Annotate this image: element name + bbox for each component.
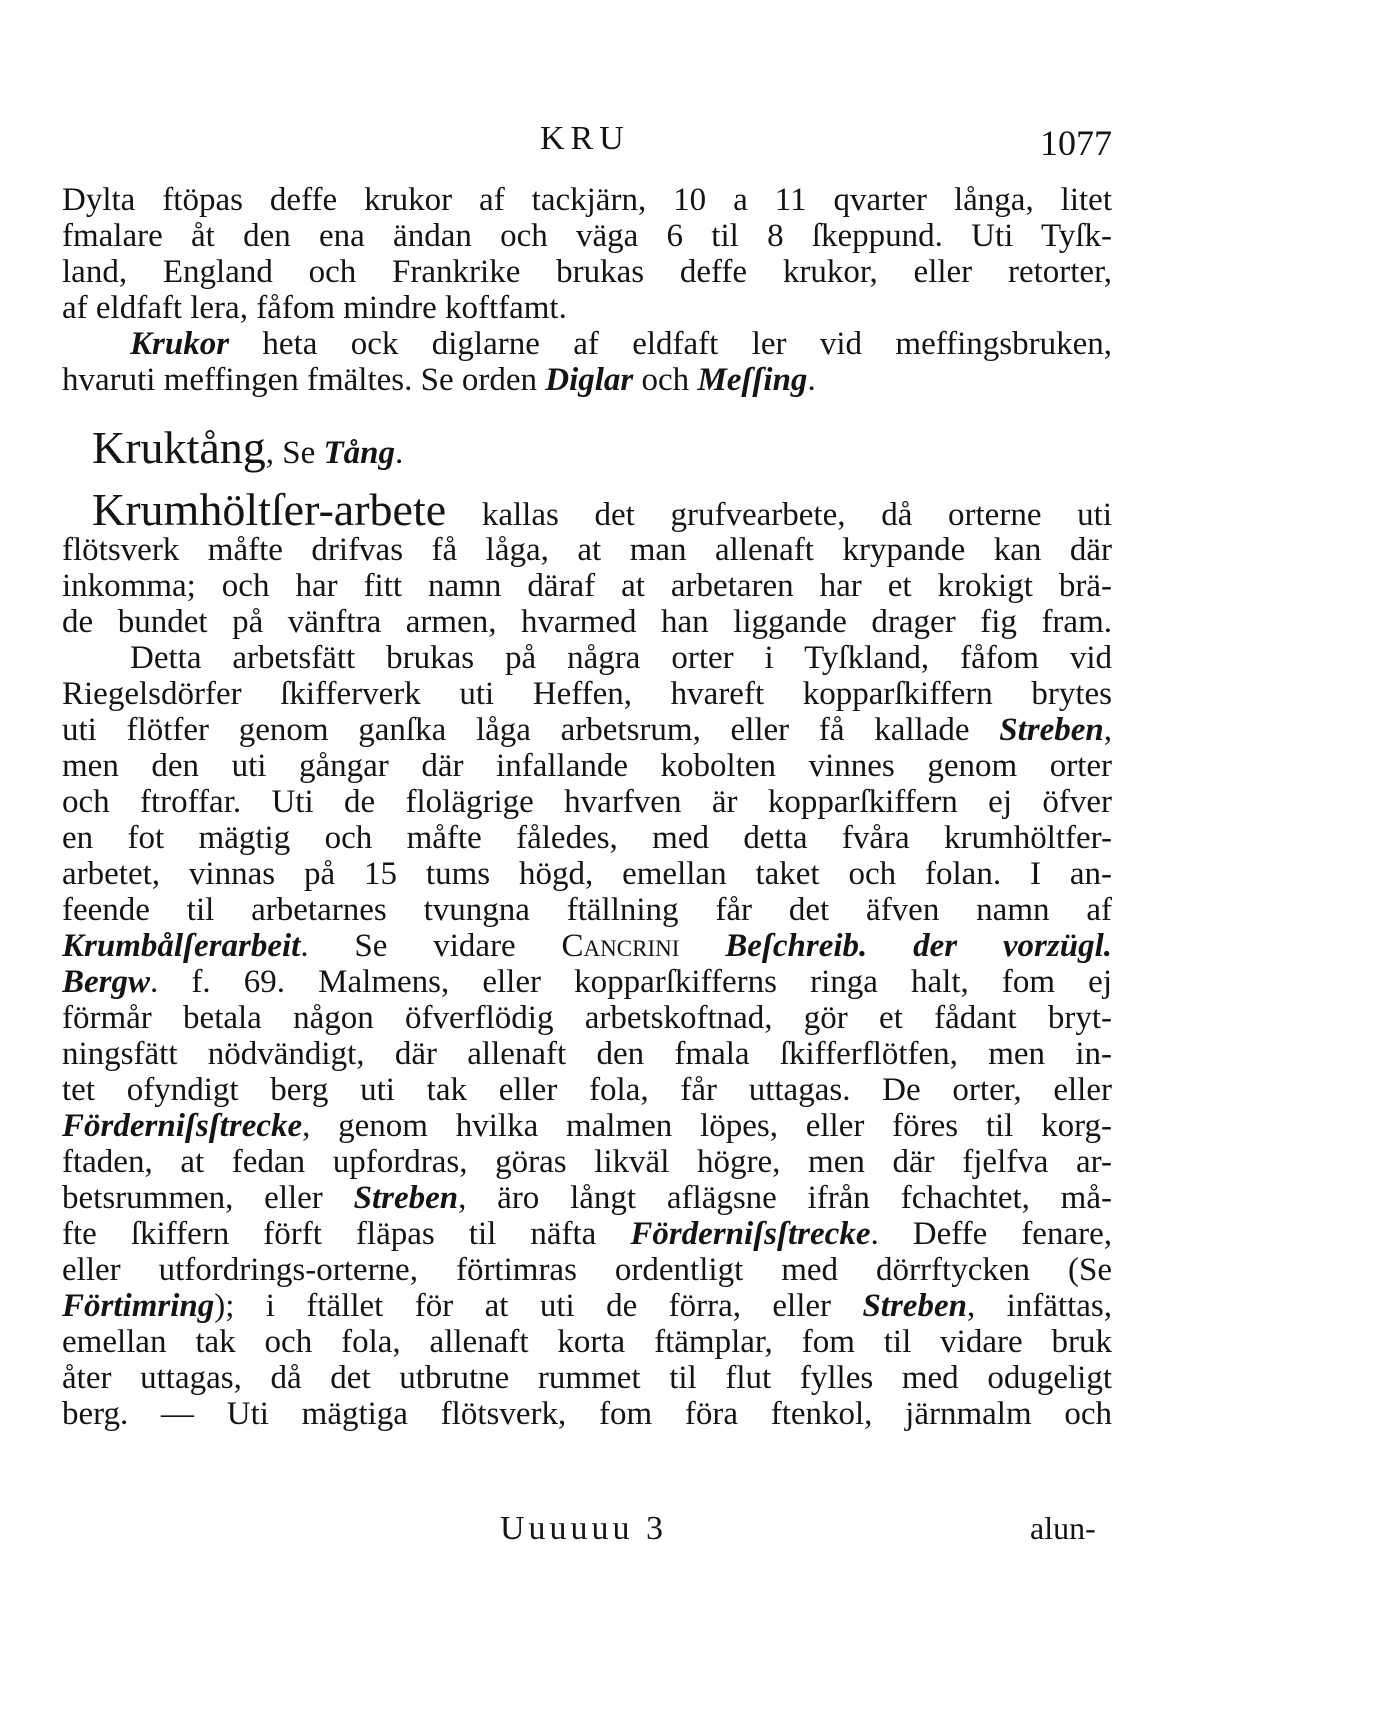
text-line: Detta arbetsfätt brukas på några orter i Tyſkland, fåfom vid — [130, 640, 1112, 676]
text-line: emellan tak och fola, allenaft korta ftämplar, fom til vidare bruk — [62, 1324, 1112, 1360]
text-line: Dylta ftöpas deffe krukor af tackjärn, 10 a 11 qvarter långa, litet — [62, 182, 1112, 218]
text-line: eller utfordrings-orterne, förtimras ordentligt med dörrftycken (Se — [62, 1252, 1112, 1288]
headword-line: Krumhöltſer-arbete kallas det grufvearbete, då orterne uti — [92, 484, 1112, 535]
text-line: Förtimring); i ftället för at uti de förra, eller Streben, infättas, — [62, 1288, 1112, 1324]
headword: Kruktång — [92, 422, 266, 473]
text-line: en fot mägtig och måfte fåledes, med detta fvåra krumhöltfer- — [62, 820, 1112, 856]
headword: Krumhöltſer-arbete — [92, 484, 447, 535]
italic-term: Bergw — [62, 964, 151, 1000]
italic-term: Meſſing — [697, 362, 808, 398]
author-name: Cancrini — [561, 928, 680, 964]
text-line: berg. — Uti mägtiga flötsverk, fom föra ftenkol, järnmalm och — [62, 1396, 1112, 1432]
text-line: fmalare åt den ena ändan och väga 6 til 8 ſkeppund. Uti Tyſk- — [62, 218, 1112, 254]
text-line: Riegelsdörfer ſkifferverk uti Heffen, hvareft kopparſkiffern brytes — [62, 676, 1112, 712]
text-line: af eldfaft lera, fåfom mindre koftfamt. — [62, 290, 567, 326]
italic-term: Streben — [999, 712, 1104, 748]
italic-term: Tång — [323, 435, 396, 471]
text-line: förmår betala någon öfverflödig arbetskoftnad, gör et fådant bryt- — [62, 1000, 1112, 1036]
text-line: Bergw. f. 69. Malmens, eller kopparſkifferns ringa halt, fom ej — [62, 964, 1112, 1000]
text-line: tet ofyndigt berg uti tak eller fola, får uttagas. De orter, eller — [62, 1072, 1112, 1108]
signature-mark: Uuuuuu 3 — [500, 1510, 668, 1547]
italic-term: Streben — [862, 1288, 967, 1324]
italic-term: Krukor — [130, 326, 230, 362]
text-line — [62, 1466, 1112, 1506]
running-head: KRU — [540, 120, 630, 157]
page-header — [0, 120, 1400, 170]
text-line: Förderniſsſtrecke, genom hvilka malmen löpes, eller föres til korg- — [62, 1108, 1112, 1144]
italic-term: Krumbålſerarbeit — [62, 928, 301, 964]
text-line: flötsverk måfte drifvas få låga, at man allenaft krypande kan där — [62, 532, 1112, 568]
text-line: de bundet på vänftra armen, hvarmed han liggande drager fig fram. — [62, 604, 1112, 640]
text-line: ningsfätt nödvändigt, där allenaft den fmala ſkifferflötfen, men in- — [62, 1036, 1112, 1072]
text-line: Krukor heta ock diglarne af eldfaft ler vid meffingsbruken, — [130, 326, 1112, 362]
italic-term: Diglar — [545, 362, 634, 398]
italic-term: Streben — [353, 1180, 459, 1216]
text-line: arbetet, vinnas på 15 tums högd, emellan taket och folan. I an- — [62, 856, 1112, 892]
headword-line: Kruktång, Se Tång. — [92, 422, 404, 473]
page-footer — [0, 1510, 1400, 1554]
italic-term: Förtimring — [62, 1288, 215, 1324]
text-line — [62, 1430, 1112, 1470]
catchword: alun- — [1030, 1510, 1096, 1546]
text-line: hvaruti meffingen fmältes. Se orden Diglar och Meſſing. — [62, 362, 816, 398]
text-line: feende til arbetarnes tvungna ftällning får det äfven namn af — [62, 892, 1112, 928]
text-line: åter uttagas, då det utbrutne rummet til flut fylles med odugeligt — [62, 1360, 1112, 1396]
text-line: men den uti gångar där infallande kobolten vinnes genom orter — [62, 748, 1112, 784]
italic-term: Förderniſsſtrecke — [630, 1216, 871, 1252]
text-line: land, England och Frankrike brukas deffe krukor, eller retorter, — [62, 254, 1112, 290]
text-line: Krumbålſerarbeit. Se vidare Cancrini Beſchreib. der vorzügl. — [62, 928, 1112, 964]
text-line: inkomma; och har fitt namn däraf at arbetaren har et krokigt brä- — [62, 568, 1112, 604]
italic-term: Beſchreib. der vorzügl. — [725, 928, 1112, 964]
text-line: ftaden, at fedan upfordras, göras likväl högre, men där fjelfva ar- — [62, 1144, 1112, 1180]
text-line: betsrummen, eller Streben, äro långt aflägsne ifrån fchachtet, må- — [62, 1180, 1112, 1216]
text-line: fte ſkiffern förft fläpas til näfta Förderniſsſtrecke. Deffe fenare, — [62, 1216, 1112, 1252]
text-line: och ftroffar. Uti de flolägrige hvarfven är kopparſkiffern ej öfver — [62, 784, 1112, 820]
page-number: 1077 — [1040, 123, 1112, 163]
text-line: uti flötfer genom ganſka låga arbetsrum, eller få kallade Streben, — [62, 712, 1112, 748]
italic-term: Förderniſsſtrecke — [62, 1108, 303, 1144]
